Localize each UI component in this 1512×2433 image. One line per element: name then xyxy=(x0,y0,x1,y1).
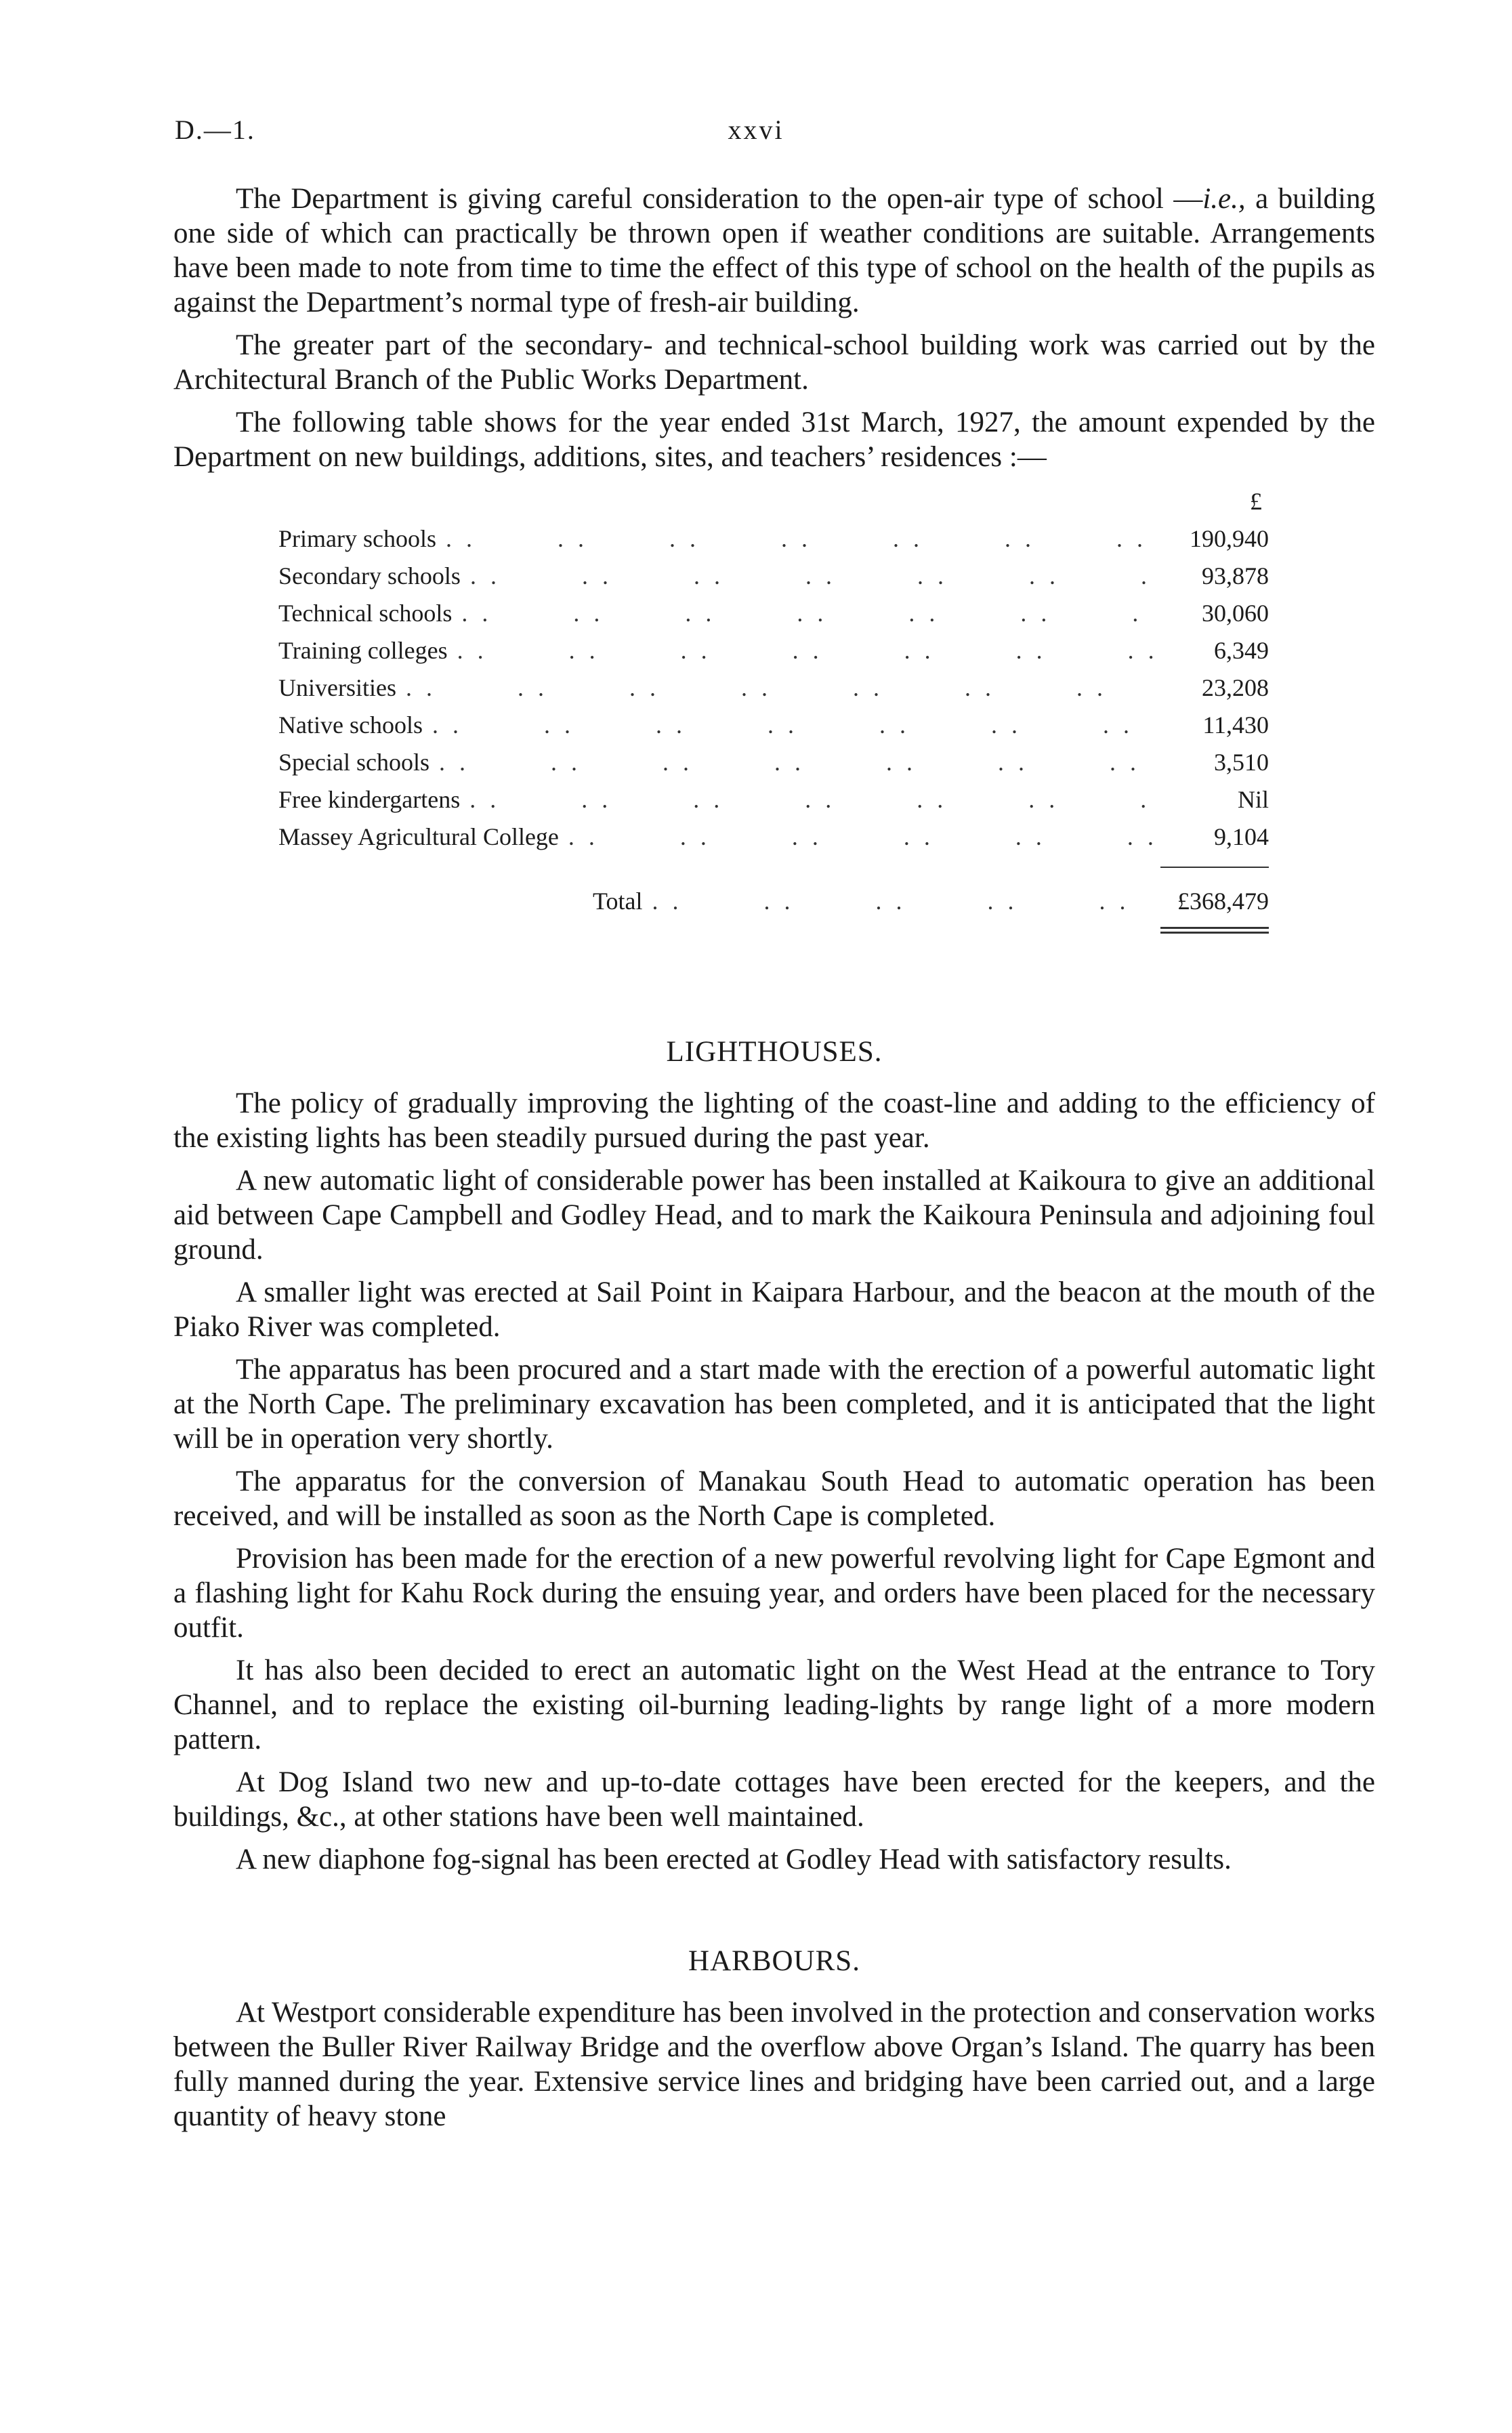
total-double-rule xyxy=(1160,927,1269,934)
lighthouses-paragraph: At Dog Island two new and up-to-date cottages have been erected for the keepers, and the buildings, &c., at other stations have been well maintained. xyxy=(173,1766,1375,1833)
lighthouses-paragraph: The apparatus has been procured and a start made with the erection of a powerful automatic light at the North Cape. The preliminary excavation has been completed, and it is anticipated that the light will be in operation very shortly. xyxy=(173,1354,1375,1455)
harbours-paragraph: At Westport considerable expenditure has been involved in the protection and conservation works between the Buller River Railway Bridge and the overflow above Organ’s Island. The quarry has been fully manned during the year. Extensive service lines and bridging have been carried out, and a large quantity of heavy stone xyxy=(173,1997,1375,2132)
lighthouses-paragraph: The policy of gradually improving the lighting of the coast-line and adding to the efficiency of the existing lights has been steadily pursued during the past year. xyxy=(173,1087,1375,1154)
line-break-dash: — xyxy=(1173,183,1203,215)
row-label: Native schools xyxy=(278,711,423,739)
row-amount: 9,104 xyxy=(1214,823,1269,850)
row-label: Free kindergartens xyxy=(278,786,461,813)
table-row xyxy=(278,632,1269,669)
harbours-heading: HARBOURS. xyxy=(688,1945,860,1977)
document-reference: D.—1. xyxy=(175,115,255,145)
leader-dots xyxy=(642,883,1154,920)
row-label: Special schools xyxy=(278,749,429,776)
intro-paragraph-2: The greater part of the secondary- and technical-school building work was carried out by the Architectural Branch of the Public Works Department. xyxy=(173,329,1375,396)
lighthouses-heading: LIGHTHOUSES. xyxy=(666,1036,883,1068)
row-label: Training colleges xyxy=(278,637,448,664)
table-row xyxy=(278,781,1269,818)
total-amount: £368,479 xyxy=(1177,888,1269,915)
lighthouses-paragraph: A new diaphone fog-signal has been erected at Godley Head with satisfactory results. xyxy=(236,1844,1232,1875)
row-amount: Nil xyxy=(1237,786,1269,813)
row-label: Secondary schools xyxy=(278,562,461,589)
leader-dots xyxy=(448,632,1154,669)
row-label: Massey Agricultural College xyxy=(278,823,559,850)
leader-dots xyxy=(460,781,1154,818)
lighthouses-paragraph: The apparatus for the conversion of Manakau South Head to automatic operation has been received, and will be installed as soon as the North Cape is completed. xyxy=(173,1465,1375,1532)
table-row xyxy=(278,707,1269,744)
lighthouses-paragraph: Provision has been made for the erection of a new powerful revolving light for Cape Egmont and a flashing light for Kahu Rock during the ensuing year, and orders have been placed for the necessary outfit. xyxy=(173,1543,1375,1644)
row-amount: 23,208 xyxy=(1202,674,1269,701)
row-amount: 93,878 xyxy=(1202,562,1269,589)
table-row xyxy=(278,744,1269,781)
row-amount: 11,430 xyxy=(1202,711,1269,739)
leader-dots xyxy=(452,595,1154,632)
row-amount: 6,349 xyxy=(1214,637,1269,664)
lighthouses-paragraph: It has also been decided to erect an automatic light on the West Head at the entrance to Tory Channel, and to replace the existing oil-burning leading-lights by range light of a more modern pattern. xyxy=(173,1655,1375,1755)
row-amount: 3,510 xyxy=(1214,749,1269,776)
intro-paragraph-1: The Department is giving careful consideration to the open-air type of school —i.e., a building one side of which can practically be thrown open if weather conditions are suitable. Arrangements have been made to note from time to time the effect of this type of school on the health of the pupils as against the Department’s normal type of fresh-air building. xyxy=(173,183,1375,318)
running-header xyxy=(0,114,1512,154)
total-row xyxy=(278,883,1269,920)
leader-dots xyxy=(436,520,1154,558)
lighthouses-paragraph: A smaller light was erected at Sail Point in Kaipara Harbour, and the beacon at the mouth of the Piako River was completed. xyxy=(173,1276,1375,1343)
leader-dots xyxy=(396,669,1154,707)
table-row xyxy=(278,520,1269,558)
currency-header: £ xyxy=(1250,488,1262,515)
page-number: xxvi xyxy=(728,115,784,145)
table-row xyxy=(278,595,1269,632)
row-amount: 30,060 xyxy=(1202,600,1269,627)
leader-dots xyxy=(429,744,1154,781)
row-amount: 190,940 xyxy=(1190,525,1269,552)
row-label: Universities xyxy=(278,674,396,701)
page-body xyxy=(173,182,1375,2142)
table-row xyxy=(278,669,1269,707)
expenditure-table xyxy=(278,482,1269,934)
leader-dots xyxy=(559,818,1154,856)
table-row xyxy=(278,818,1269,856)
lighthouses-paragraph: A new automatic light of considerable power has been installed at Kaikoura to give an additional aid between Cape Campbell and Godley Head, and to mark the Kaikoura Peninsula and adjoining foul ground. xyxy=(173,1165,1375,1266)
row-label: Primary schools xyxy=(278,525,436,552)
row-label: Technical schools xyxy=(278,600,453,627)
table-row xyxy=(278,558,1269,595)
leader-dots xyxy=(461,558,1154,595)
sum-rule xyxy=(1160,867,1269,868)
leader-dots xyxy=(423,707,1154,744)
intro-paragraph-3: The following table shows for the year ended 31st March, 1927, the amount expended by the Department on new buildings, additions, sites, and teachers’ residences :— xyxy=(173,407,1375,473)
ie-abbreviation: i.e., xyxy=(1202,183,1246,215)
total-label: Total xyxy=(593,888,643,915)
